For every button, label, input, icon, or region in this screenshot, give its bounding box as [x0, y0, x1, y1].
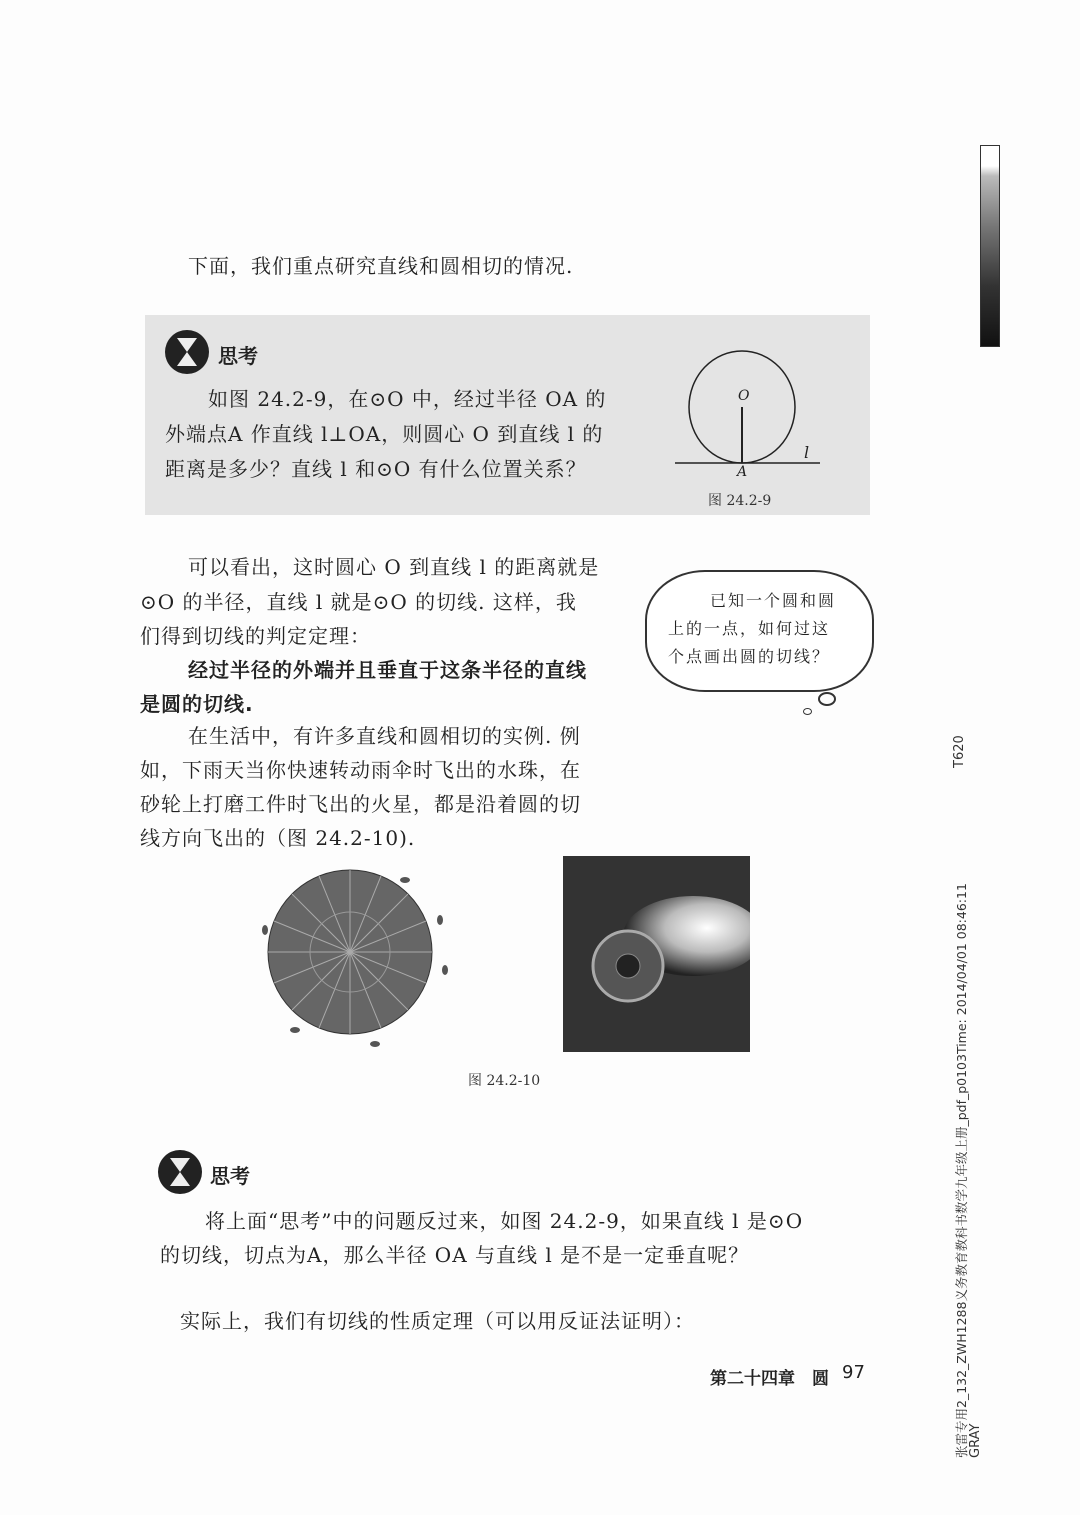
think-icon [158, 1150, 202, 1194]
figure-caption: 图 24.2-9 [708, 493, 772, 509]
closing-text: 实际上，我们有切线的性质定理（可以用反证法证明）： [180, 1309, 695, 1333]
body-line: 如，下雨天当你快速转动雨伞时飞出的水珠，在 [140, 758, 581, 782]
grayscale-calibration-bar [980, 145, 1000, 347]
chapter-footer: 第二十四章 圆 [710, 1369, 829, 1389]
think-label: 思考 [218, 344, 258, 368]
scan-code: T620 [952, 735, 967, 768]
body-line: 线方向飞出的（图 24.2-10). [140, 826, 416, 850]
body-line: 在生活中，有许多直线和圆相切的实例. 例 [188, 724, 581, 748]
think2-line: 的切线，切点为A，那么半径 OA 与直线 l 是不是一定垂直呢？ [160, 1243, 750, 1267]
think-icon [165, 330, 209, 374]
tangent-circle-diagram [670, 345, 830, 485]
scan-mode: GRAY [968, 1423, 983, 1458]
body-line: ⊙O 的半径，直线 l 就是⊙O 的切线. 这样，我 [140, 590, 577, 614]
label-l: l [804, 443, 810, 462]
body-line: 可以看出，这时圆心 O 到直线 l 的距离就是 [188, 555, 600, 579]
label-o: O [738, 388, 750, 404]
umbrella-droplets-image [255, 860, 455, 1050]
page-number: 97 [842, 1362, 865, 1383]
intro-text: 下面，我们重点研究直线和圆相切的情况. [188, 254, 574, 278]
cloud-text: 上的一点，如何过这 [668, 619, 831, 638]
body-line: 砂轮上打磨工件时飞出的火星，都是沿着圆的切 [140, 792, 581, 816]
scan-info: 张雷专用2_132_ZWH1288义务教育教科书数学九年级上册_pdf_p0103Time: 2014/04/01 08:46:11 [954, 883, 969, 1458]
think-label: 思考 [210, 1164, 250, 1188]
think1-line: 外端点A 作直线 l⊥OA，则圆心 O 到直线 l 的 [165, 422, 604, 446]
label-a: A [737, 464, 748, 480]
theorem-line: 是圆的切线. [140, 692, 254, 716]
think1-line: 距离是多少？直线 l 和⊙O 有什么位置关系？ [165, 457, 587, 481]
cloud-bubble [818, 692, 836, 706]
think1-line: 如图 24.2-9，在⊙O 中，经过半径 OA 的 [208, 387, 607, 411]
body-line: 们得到切线的判定定理： [140, 624, 371, 648]
grinding-sparks-image [563, 856, 750, 1052]
figure-caption: 图 24.2-10 [468, 1073, 541, 1089]
theorem-line: 经过半径的外端并且垂直于这条半径的直线 [188, 658, 587, 682]
cloud-bubble [803, 708, 812, 715]
think2-line: 将上面“思考”中的问题反过来，如图 24.2-9，如果直线 l 是⊙O [205, 1209, 804, 1233]
cloud-text: 已知一个圆和圆 [710, 591, 837, 610]
cloud-text: 个点画出圆的切线？ [668, 647, 831, 666]
